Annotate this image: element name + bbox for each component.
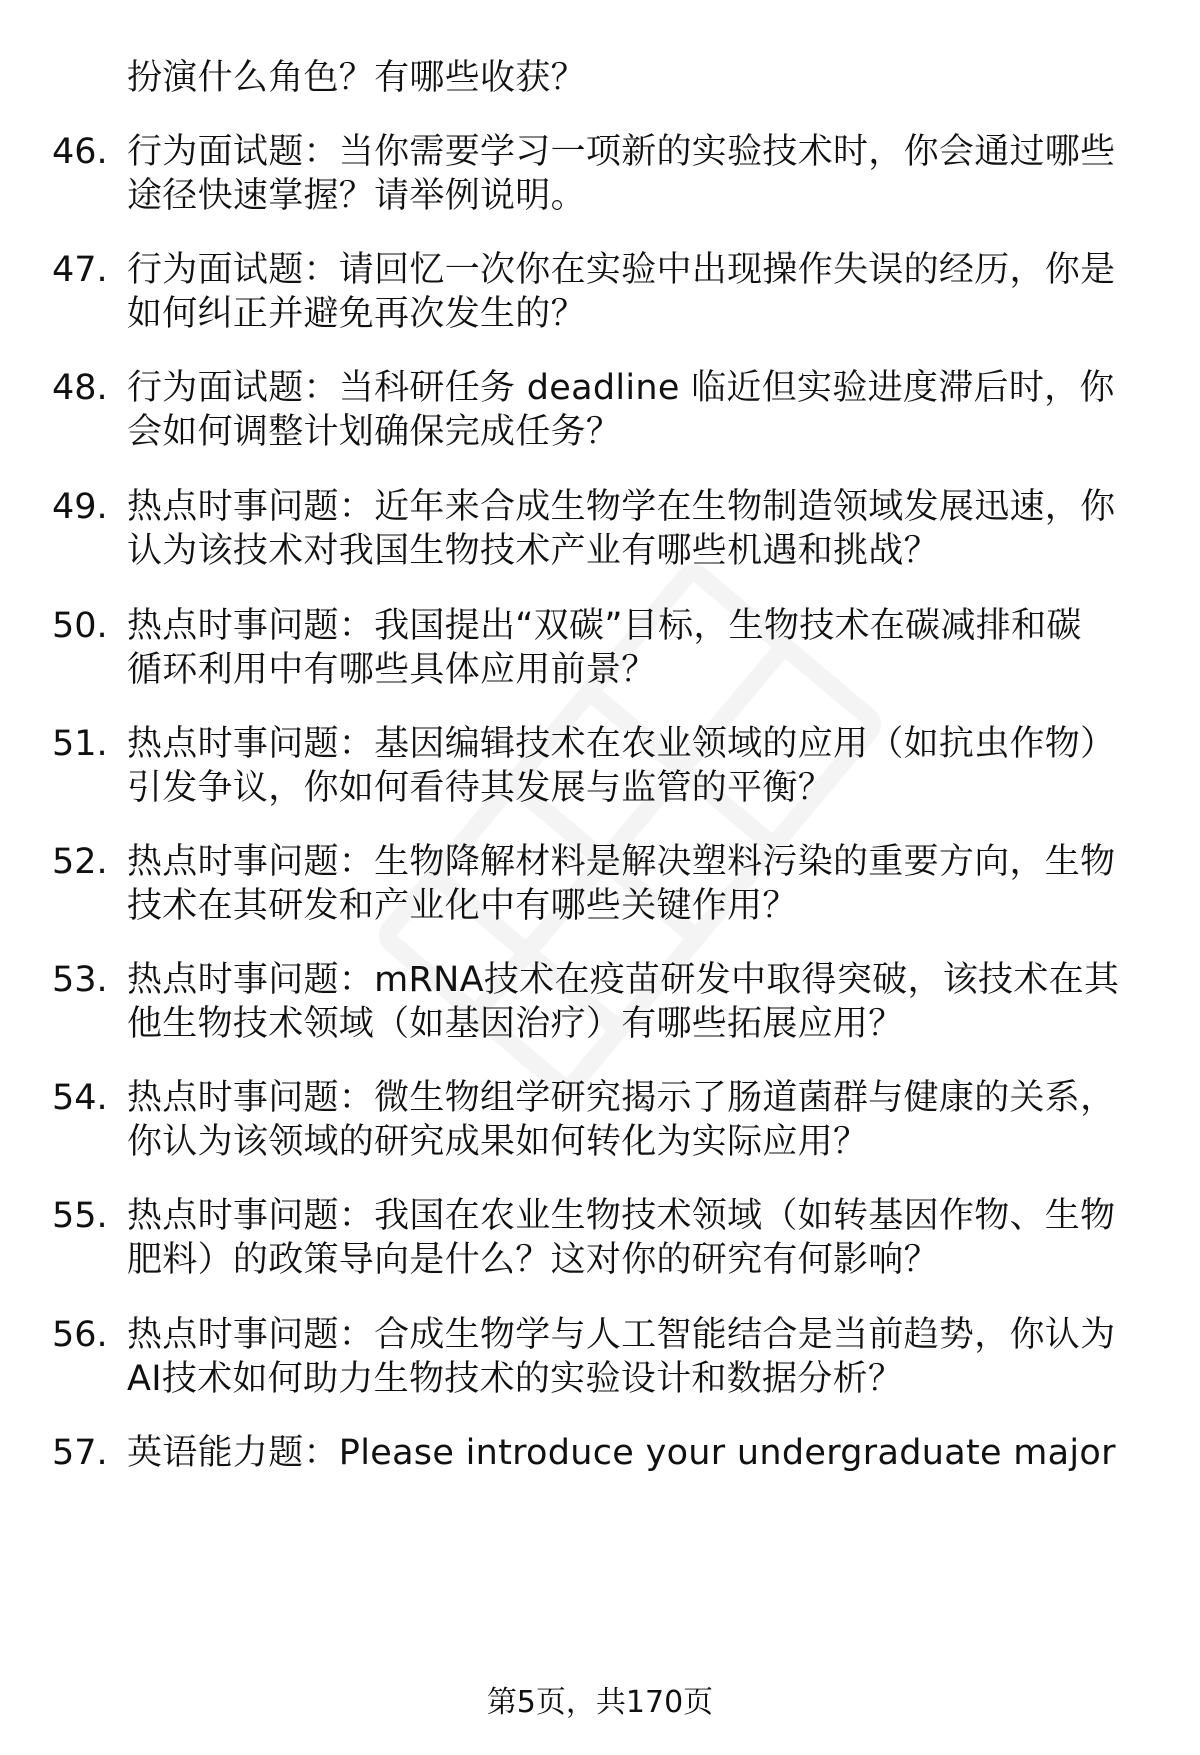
question-text-line2: 途径快速掌握？请举例说明。	[127, 176, 586, 216]
question-text-line2: AI技术如何助力生物技术的实验设计和数据分析？	[127, 1359, 904, 1399]
question-text-line1: 热点时事问题：生物降解材料是解决塑料污染的重要方向，生物	[127, 842, 1116, 882]
question-text-line2: 循环利用中有哪些具体应用前景？	[127, 650, 657, 690]
question-text-line1: 热点时事问题：合成生物学与人工智能结合是当前趋势，你认为	[127, 1315, 1116, 1355]
question-text-line2: 引发争议，你如何看待其发展与监管的平衡？	[127, 768, 834, 808]
question-text-line2: 如何纠正并避免再次发生的？	[127, 294, 586, 334]
page-footer: 第5页，共170页	[486, 1685, 714, 1720]
question-text-line1: 热点时事问题：微生物组学研究揭示了肠道菌群与健康的关系，	[127, 1078, 1116, 1118]
question-text-line2: 他生物技术领域（如基因治疗）有哪些拓展应用？	[127, 1004, 904, 1044]
question-number: 48.	[52, 368, 108, 408]
question-text-line2: 认为该技术对我国生物技术产业有哪些机遇和挑战？	[127, 531, 939, 571]
question-number: 55.	[52, 1196, 108, 1236]
question-number: 57.	[52, 1433, 108, 1473]
question-text-line1: 行为面试题：当科研任务 deadline 临近但实验进度滞后时，你	[127, 368, 1115, 408]
question-text-line1: 热点时事问题：我国在农业生物技术领域（如转基因作物、生物	[127, 1196, 1116, 1236]
question-number: 56.	[52, 1315, 108, 1355]
question-text-line1: 行为面试题：请回忆一次你在实验中出现操作失误的经历，你是	[127, 250, 1116, 290]
question-number: 52.	[52, 842, 108, 882]
question-number: 51.	[52, 724, 108, 764]
question-text-line1: 热点时事问题：mRNA技术在疫苗研发中取得突破，该技术在其	[127, 960, 1120, 1000]
question-number: 46.	[52, 132, 108, 172]
question-number: 47.	[52, 250, 108, 290]
question-text-line2: 肥料）的政策导向是什么？这对你的研究有何影响？	[127, 1240, 939, 1280]
question-text-line1: 热点时事问题：基因编辑技术在农业领域的应用（如抗虫作物）	[127, 724, 1116, 764]
question-number: 54.	[52, 1078, 108, 1118]
question-text-line1: 英语能力题：Please introduce your undergraduate major	[127, 1433, 1116, 1473]
question-text-line1: 热点时事问题：我国提出“双碳”目标，生物技术在碳减排和碳	[127, 606, 1082, 646]
question-number: 50.	[52, 606, 108, 646]
question-45-continuation: 扮演什么角色？有哪些收获？	[127, 58, 586, 98]
question-text-line2: 技术在其研发和产业化中有哪些关键作用？	[127, 886, 798, 926]
question-number: 53.	[52, 960, 108, 1000]
question-text-line2: 你认为该领域的研究成果如何转化为实际应用？	[127, 1122, 869, 1162]
question-text-line1: 行为面试题：当你需要学习一项新的实验技术时，你会通过哪些	[127, 132, 1116, 172]
question-text-line1: 热点时事问题：近年来合成生物学在生物制造领域发展迅速，你	[127, 487, 1116, 527]
question-text-line2: 会如何调整计划确保完成任务？	[127, 412, 622, 452]
question-number: 49.	[52, 487, 108, 527]
